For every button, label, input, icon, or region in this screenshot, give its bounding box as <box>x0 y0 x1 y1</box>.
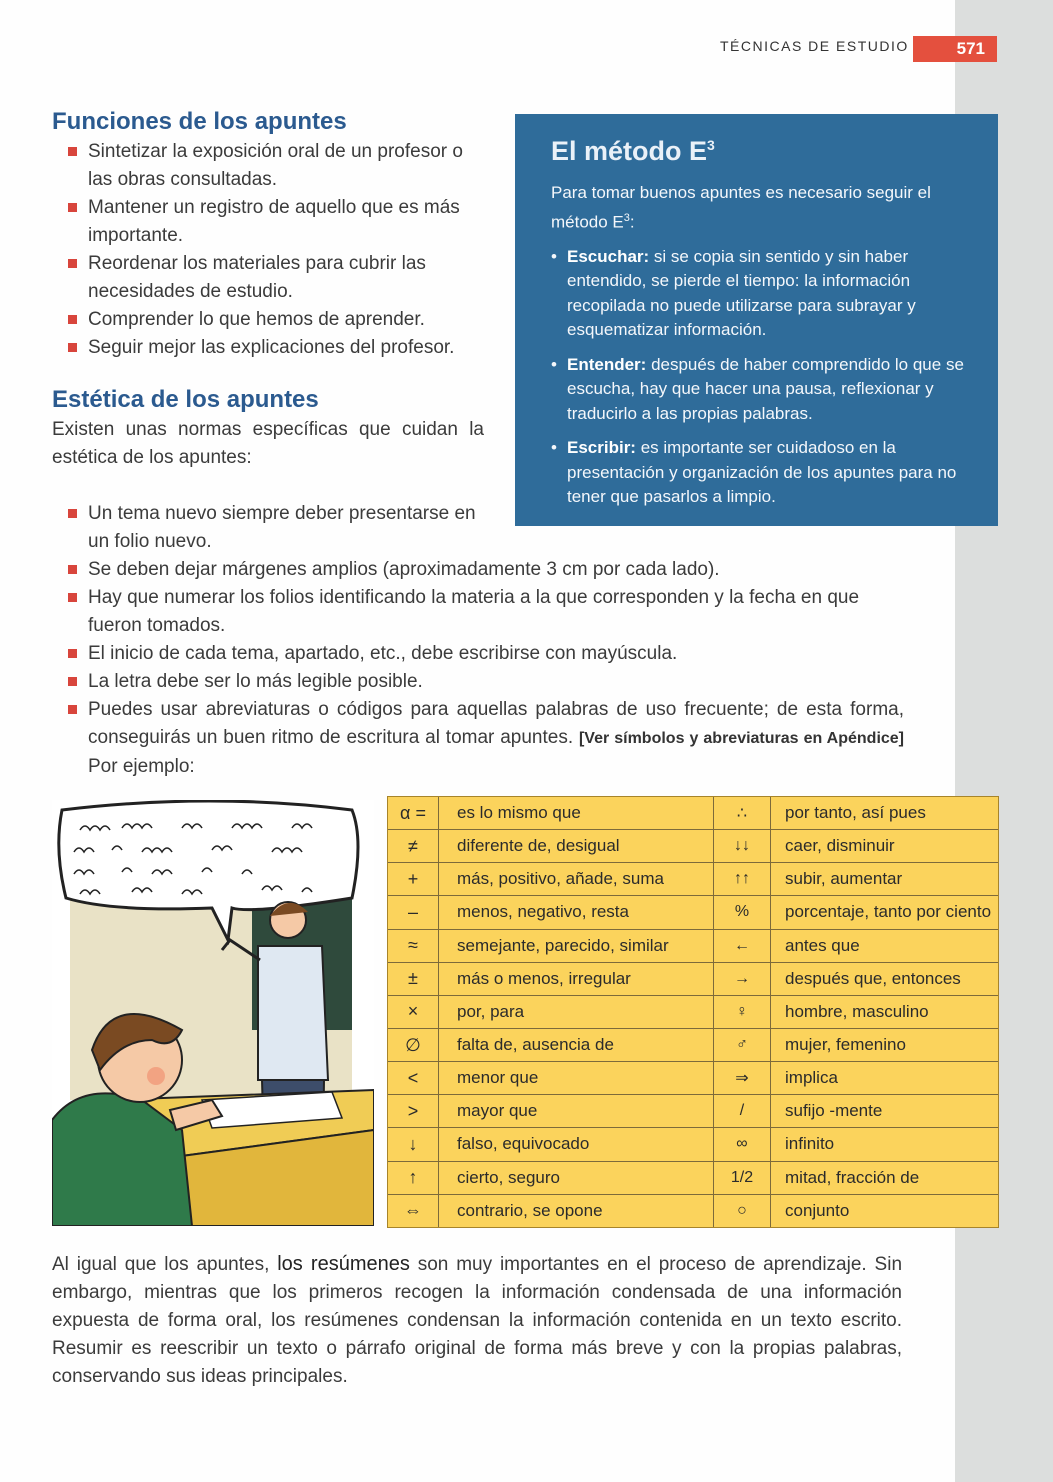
estetica-intro: Existen unas normas específicas que cuidan la estética de los apuntes: <box>52 419 484 468</box>
symbol-cell: ∴ <box>714 797 771 830</box>
symbol-cell: ⇒ <box>714 1062 771 1095</box>
funciones-list <box>52 138 488 362</box>
table-row <box>388 929 998 962</box>
definition-cell: semejante, parecido, similar <box>439 929 714 962</box>
table-row <box>388 1194 998 1227</box>
definition-cell: porcentaje, tanto por ciento <box>771 896 999 929</box>
estetica-title: Estética de los apuntes <box>52 386 319 413</box>
section-header: TÉCNICAS DE ESTUDIO <box>720 38 909 54</box>
definition-cell: por tanto, así pues <box>771 797 999 830</box>
symbol-cell: ≈ <box>388 929 439 962</box>
definition-cell: menor que <box>439 1062 714 1095</box>
table-row <box>388 797 998 830</box>
list-item: Seguir mejor las explicaciones del profesor. <box>52 334 488 362</box>
definition-cell: diferente de, desigual <box>439 830 714 863</box>
metodo-intro: Para tomar buenos apuntes es necesario seguir el método $E^3$: <box>551 183 931 232</box>
symbol-cell: α = <box>388 797 439 830</box>
metodo-box <box>515 114 998 526</box>
definition-cell: implica <box>771 1062 999 1095</box>
table-row <box>388 962 998 995</box>
student-classroom-illustration <box>52 800 374 1226</box>
list-item: Sintetizar la exposición oral de un profesor o las obras consultadas. <box>52 138 488 194</box>
estetica-list-top <box>52 500 488 556</box>
appendix-reference: [Ver símbolos y abreviaturas en Apéndice] <box>578 730 905 747</box>
symbol-cell: ↑ <box>388 1161 439 1194</box>
table-row <box>388 1128 998 1161</box>
table-row <box>388 1062 998 1095</box>
metodo-title: El método $E^3$ <box>551 136 715 166</box>
funciones-title: Funciones de los apuntes <box>52 108 347 135</box>
definition-cell: sufijo -mente <box>771 1095 999 1128</box>
symbol-cell: × <box>388 995 439 1028</box>
symbol-cell: % <box>714 896 771 929</box>
symbol-cell: ≠ <box>388 830 439 863</box>
symbol-cell: ♂ <box>714 1028 771 1061</box>
symbol-cell: / <box>714 1095 771 1128</box>
list-item: Reordenar los materiales para cubrir las necesidades de estudio. <box>52 250 488 306</box>
definition-cell: cierto, seguro <box>439 1161 714 1194</box>
table-row <box>388 830 998 863</box>
list-item: Comprender lo que hemos de aprender. <box>52 306 488 334</box>
symbol-cell: > <box>388 1095 439 1128</box>
symbol-cell: ± <box>388 962 439 995</box>
definition-cell: más o menos, irregular <box>439 962 714 995</box>
metodo-list <box>551 245 972 510</box>
table-row <box>388 1028 998 1061</box>
estetica-list <box>52 556 904 781</box>
symbol-cell: < <box>388 1062 439 1095</box>
definition-cell: es lo mismo que <box>439 797 714 830</box>
table-row <box>388 863 998 896</box>
symbol-cell: ↓ <box>388 1128 439 1161</box>
definition-cell: infinito <box>771 1128 999 1161</box>
definition-cell: hombre, masculino <box>771 995 999 1028</box>
definition-cell: mujer, femenino <box>771 1028 999 1061</box>
table-row <box>388 995 998 1028</box>
definition-cell: menos, negativo, resta <box>439 896 714 929</box>
table-row <box>388 1161 998 1194</box>
symbol-cell: ♀ <box>714 995 771 1028</box>
list-item: Un tema nuevo siempre deber presentarse en un folio nuevo. <box>52 500 488 556</box>
list-item: El inicio de cada tema, apartado, etc., debe escribirse con mayúscula. <box>52 640 904 668</box>
definition-cell: falta de, ausencia de <box>439 1028 714 1061</box>
symbol-cell: + <box>388 863 439 896</box>
symbol-cell: ↑↑ <box>714 863 771 896</box>
symbol-cell: ○ <box>714 1194 771 1227</box>
symbol-cell: ← <box>714 929 771 962</box>
table-row <box>388 1095 998 1128</box>
list-item: La letra debe ser lo más legible posible. <box>52 668 904 696</box>
definition-cell: falso, equivocado <box>439 1128 714 1161</box>
symbols-table <box>387 796 999 1228</box>
definition-cell: antes que <box>771 929 999 962</box>
list-item: • Entender: después de haber comprendido lo que se escucha, hay que hacer una pausa, reflexionar y traducirlo a las propias palabras. <box>551 354 964 423</box>
definition-cell: por, para <box>439 995 714 1028</box>
list-item: Mantener un registro de aquello que es más importante. <box>52 194 488 250</box>
symbol-cell: → <box>714 962 771 995</box>
definition-cell: mayor que <box>439 1095 714 1128</box>
symbol-cell: ∞ <box>714 1128 771 1161</box>
symbol-cell: ∅ <box>388 1028 439 1061</box>
symbol-cell: – <box>388 896 439 929</box>
definition-cell: mitad, fracción de <box>771 1161 999 1194</box>
list-item: Puedes usar abreviaturas o códigos para aquellas palabras de uso frecuente; de esta forma, conseguirás un buen ritmo de escritura al tomar apuntes. [Ver símbolos y abreviaturas en Apéndice] Por ejemplo: <box>52 696 904 781</box>
definition-cell: después que, entonces <box>771 962 999 995</box>
definition-cell: más, positivo, añade, suma <box>439 863 714 896</box>
list-item: Hay que numerar los folios identificando la materia a la que corresponden y la fecha en que fueron tomados. <box>52 584 904 640</box>
symbol-cell: ↓↓ <box>714 830 771 863</box>
symbol-cell: ⇔ <box>404 1200 422 1221</box>
page-number: 571 <box>913 36 997 62</box>
definition-cell: contrario, se opone <box>439 1194 714 1227</box>
list-item: Se deben dejar márgenes amplios (aproximadamente 3 cm por cada lado). <box>52 556 904 584</box>
definition-cell: caer, disminuir <box>771 830 999 863</box>
definition-cell: subir, aumentar <box>771 863 999 896</box>
list-item: • Escribir: es importante ser cuidadoso en la presentación y organización de los apuntes para no tener que pasarlos a limpio. <box>551 438 957 507</box>
symbol-cell: 1/2 <box>714 1161 771 1194</box>
list-item: • Escuchar: si se copia sin sentido y sin haber entendido, se pierde el tiempo: la información recopilada no puede utilizarse para subrayar y esquematizar información. <box>551 246 916 340</box>
definition-cell: conjunto <box>771 1194 999 1227</box>
table-row <box>388 896 998 929</box>
resumen-paragraph: Al igual que los apuntes, los resúmenes son muy importantes en el proceso de aprendizaje. Sin embargo, mientras que los primeros recogen la información condensada de una información expuesta de forma oral, los resúmenes condensan la información contenida en un texto escrito. Resumir es reescribir un texto o párrafo original de forma más breve y con la propias palabras, conservando sus ideas principales. <box>52 1253 903 1387</box>
